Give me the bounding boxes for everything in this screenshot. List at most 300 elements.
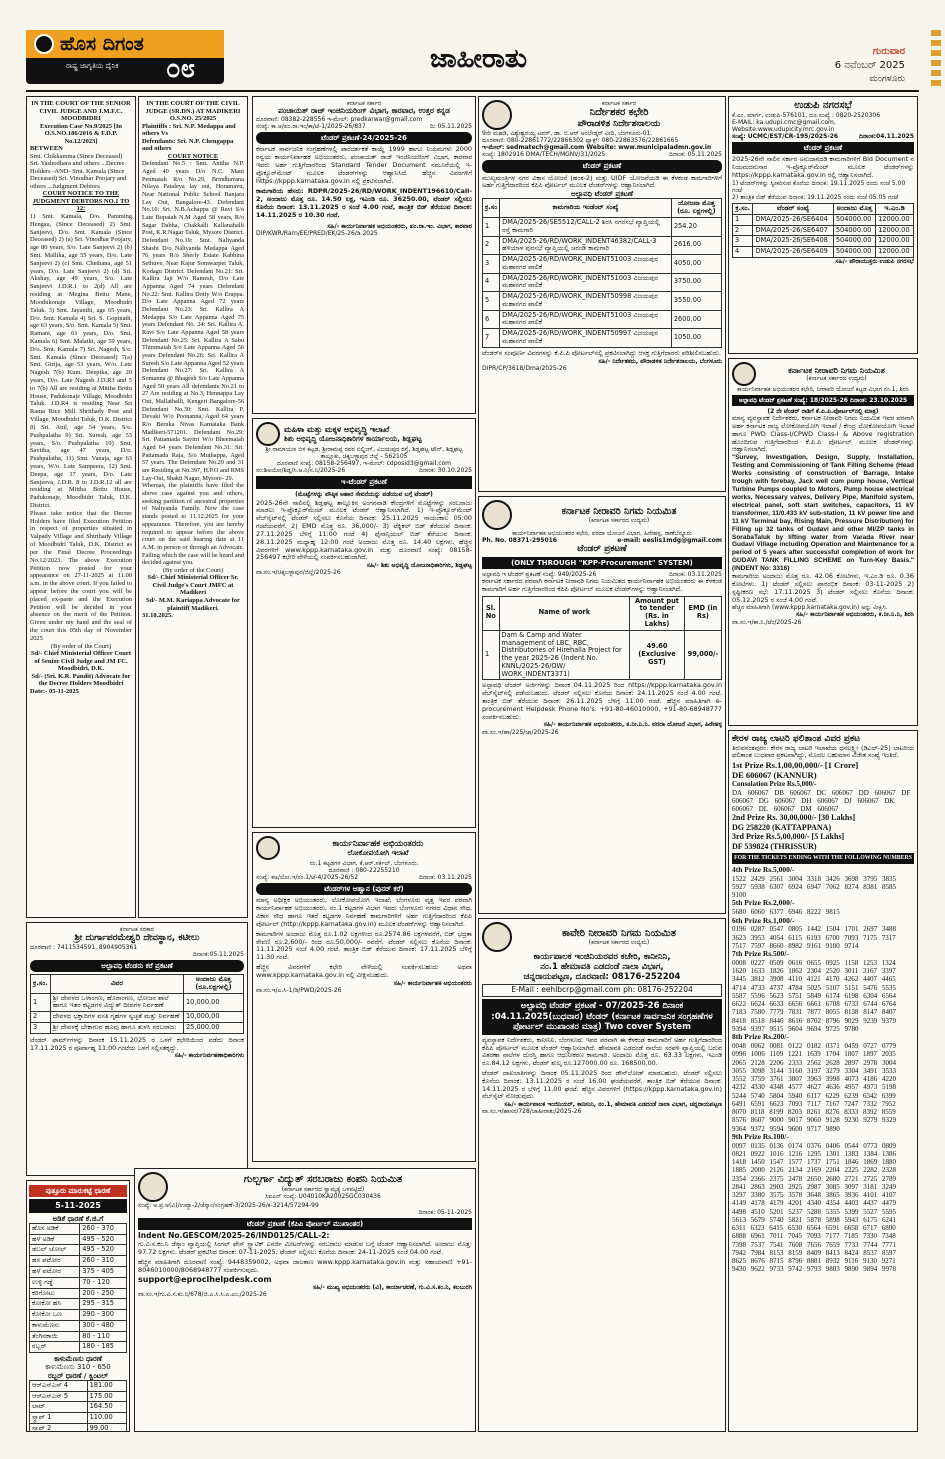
- temple-title: ಶ್ರೀ ದುರ್ಗಾಪರಮೇಶ್ವರಿ ದೇವಸ್ಥಾನ, ಕಟೀಲು: [74, 933, 200, 944]
- second-prize-number: DG 258220 (KATTAPPANA): [732, 822, 832, 832]
- table-row: [483, 255, 722, 274]
- table-cell: 504000.00: [833, 214, 875, 225]
- advocate-signature: Sd/- (Sri. K.R. Pandit) Advocate for the Decree Holders Moodbidri: [31, 672, 131, 688]
- notice-body: Whereas, the plaintiffs have filed the above case against you and others, seeking partition of ancestral properties of Naliyanda Family. Now the case stands posted to 11.12.2025 for your appearance. Therefore, you are hereby required to appear before the above court on the said hearing date at 11 A.M. in person or through an Advocate. Failing which the case will be heard and decided against you.: [142, 482, 244, 567]
- temple-phone: ದೂರವಾಣಿ : 7411534591, 8904905361: [30, 943, 138, 951]
- prize-numbers: 0008 0227 0509 0616 0655 0925 1158 1253 1324 1620 1633 1826 1862 2304 2520 3011 3167 3397 3445 3812 3908 4110 4121 4170 4262 4407 4465 4714 4733 4737 4784 5025 5107 5151 5476 5535 5587 5596 5623 5751 5849 6174 6198 6304 6564 6622 6624 6633 6656 6661 6708 6733 6744 6764 7183 7580 7779 7831 7877 8055 8138 8147 8407 8418 8518 8446 8616 8702 8796 9029 9239 9379 9394 9397 9515 9604 9694 9725 9780: [732, 958, 896, 1033]
- signature: ಸಹಿ/- ಕಾರ್ಯಪಾಲಕ ಇಂಜಿನಿಯರ್, ಕಾನೀನಿನಿ, ನಂ.1, ಹೇಮಾವತಿ ಎಡದಂಡೆ ನಾಲಾ ವಿಭಾಗ, ಚನ್ನರಾಯಪಟ್ಟಣ: [504, 1101, 722, 1109]
- signature: ಸಹಿ/- ನಿರ್ದೇಶಕರು, ಪೌರಾಡಳಿತ ನಿರ್ದೇಶನಾಲಯ, ಬೆಂಗಳೂರು: [598, 357, 722, 365]
- page-edge-tabs: [931, 30, 941, 90]
- table-cell: 12000.00: [876, 236, 914, 247]
- consolation-numbers: DA 606067 DB 606067 DC 606067 DD 606067 DF 606067 DG 606067 DH 606067 DJ 606067 DK 606067 DL 606067 DM 606067: [732, 788, 911, 814]
- table-cell: 300 - 480: [80, 1320, 127, 1331]
- signature: ಸಹಿ/- ಕಾರ್ಯನಿರ್ವಾಹಕ ಅಭಿಯಂತರರು, ಕ.ನೀ.ನಿ.ನಿ. ವರದಾ ಯೋಜನೆ ವಿಭಾಗ, ಹಿರೇಹಳ್ಳ: [543, 721, 722, 729]
- govt-head: ಕರ್ನಾಟಕ ಸರ್ಕಾರ: [346, 100, 382, 107]
- office-ref: ಸಂ:ಶಿಅಯೋ/ಶಿಡ್ಲ/ಸಿ.ಆ.ನಿ/ಸ.ನಿ/2025-26 ದಿನಾಂಕ: 30.10.2025: [256, 467, 472, 475]
- company-sub: (ಕರ್ನಾಟಕ ಸರ್ಕಾರದ ಉದ್ಯಮ): [588, 939, 650, 947]
- tender-website: ಹೆಚ್ಚಿನ ಮಾಹಿತಿಗಾಗಿ (www.kppp.karnataka.gov.in) ಅನ್ನು ವೀಕ್ಷಿಸಿ.: [732, 604, 888, 612]
- table-cell: 4050.00: [671, 255, 721, 274]
- tender-title: ಟೆಂಡರ್ ಪ್ರಕಟಣೆ: [732, 142, 914, 154]
- tender-title: ಟೆಂಡರ್ ಪ್ರಕಟಣೆ: [577, 544, 627, 555]
- officer-signature: Sd/- Chief Ministerial Officer Court of Senior Civil Judge and JM FC. Moodbidri, D.K.: [31, 650, 131, 673]
- table-cell: 254.20: [671, 217, 721, 236]
- table-cell: 80 - 110: [80, 1331, 127, 1342]
- office-title: ಕಾರ್ಯನಿರ್ವಾಹಕ ಅಭಿಯಂತರರು: [332, 838, 424, 849]
- office-ref: ಸಂಖ್ಯೆ: ಕಅ/ಲೋ.ಇ/ನಂ.1/ಟೆ-4/2025-26/52 ದಿನಾಂಕ: 03.11.2025: [256, 874, 472, 882]
- notice-body: Please take notice that the Decree Holders have filed Execution Petition in respect of properties situated in Valpady Village and Shirthady Village of Moodbidri Taluk, D.K. District as per the Final Decree Proceedings No.12/2023. The above Execution Petition now posted for your appearance on 27-11-2025 at 11.00 a.m. in the above court. If you failed to appear before the court you will be placed ex-parte and the Execution Petition will be decided in your absence on the merit of the Petition. Given under my hand and the seal of the court this 05th day of November 2025: [30, 509, 132, 642]
- officer-signature: Sd/- Chief Ministerial Officer Sr. Civil Judge's Court JMFC at Madikeri: [147, 574, 239, 597]
- table-cell: DMA/2025-26/SE6409: [753, 247, 833, 258]
- office-ref: ಸಂಖ್ಯೆ: 1802916 DMA/TECH/MGNV/31/2025 ದಿನಾಂಕ: 05.11.2025: [482, 151, 722, 159]
- prize-label: 7th Prize Rs.500/-: [732, 949, 789, 959]
- table-cell: ಡಬಲ್ ಚೋಲ್: [30, 1245, 80, 1256]
- kerala-lottery-results: [728, 730, 918, 1432]
- table-cell: 260 - 370: [80, 1223, 127, 1234]
- rates-table: [29, 1223, 127, 1353]
- company-cin: ಸಿಐಎನ್ ಸಂಖ್ಯೆ: U04010KA2002SGC030436: [265, 1192, 381, 1200]
- table-cell: ಲಾಟ್: [30, 1402, 88, 1413]
- office-title: ಶಿಶು ಅಭಿವೃದ್ಧಿ ಯೋಜನಾಧಿಕಾರಿಗಳ ಕಾರ್ಯಾಲಯ, ಶಿಡ್ಲಘಟ್ಟ: [284, 434, 422, 443]
- table-cell: DMA/2025-26/RD/WORK_INDENT46382/CALL-3 ಹಳಿಯಾಳ ಪುರಸಭೆ ವ್ಯಾಪ್ತಿಯಲ್ಲಿ ಚರಂಡಿ ಕಾಮಗಾರಿ: [500, 236, 672, 255]
- table-cell: ಸ್ಕ್ರಾಪ್ 2: [30, 1423, 88, 1432]
- tender-title: ಟೆಂಡರ್ ಪ್ರಕಟಣೆ: [482, 160, 722, 172]
- table-cell: 1: [483, 217, 500, 236]
- issue-date: 6 ನವೆಂಬರ್ 2025: [834, 60, 905, 71]
- indent-number: Indent No.GESCOM/2025-26/IND0125/CALL-2:: [138, 1231, 330, 1241]
- govt-emblem-icon: [256, 836, 280, 860]
- office-address: 9ನೇ ಮಹಡಿ, ವಿಶ್ವೇಶ್ವರಯ್ಯ ಟವರ್, ಡಾ. ಬಿ.ಆರ್ ಅಂಬೇಡ್ಕರ್ ವೀದಿ, ಬೆಂಗಳೂರು-01.: [482, 130, 653, 137]
- brand-logo: [26, 30, 224, 84]
- page-number: ೦೮: [166, 54, 196, 84]
- prize-label: 5th Prize Rs.2,000/-: [732, 898, 795, 908]
- signature: ಸಹಿ/- ಕಾರ್ಯನಿರ್ವಾಹಕ ಅಭಿಯಂತರರು, ಕ.ನೀ.ನಿ.ನಿ, ಶಿರಸಿ: [796, 611, 914, 619]
- table-cell: 1: [733, 214, 753, 225]
- signature: ಸಹಿ/- ಮುಖ್ಯ ಅಭಿಯಂತರರು (ವಿ), ಕಾರ್ಯಾಚರಣೆ, ಗು.ವಿ.ಸ.ಕಂ.ನಿ, ಕಲಬುರಗಿ: [312, 1283, 472, 1291]
- udupi-cmc-tender: [728, 96, 918, 354]
- pepper-subtitle: ಕಾಳುಮೆಣಸು ಧಾರಣೆ: [54, 1355, 102, 1364]
- dip-ref: ವಾ.ಸಂ.ಇ/ಗು.ವಿ.ಸ.ಕಂ.ನಿ/678/ಜಿ.ಎ.ಸಿ.ಸಿ.ಎ.ಎಂ./2025-26: [138, 1291, 267, 1299]
- table-row: [483, 329, 722, 348]
- weekday: ಗುರುವಾರ: [872, 46, 905, 57]
- table-row: [30, 1223, 127, 1234]
- table-cell: 3: [733, 236, 753, 247]
- office-title: ನಿರ್ದೇಶಕರ ಕಛೇರಿ: [589, 107, 649, 119]
- table-cell: ಹಳೆ ಪಟೋರ: [30, 1267, 80, 1278]
- office-address-3: ಚನ್ನರಾಯಪಟ್ಟಣ, ದೂರವಾಣಿ: 08176-252204: [523, 972, 681, 983]
- tender-title: ಇ-ಟೆಂಡರ್ ಪ್ರಕಟಣೆ: [256, 476, 472, 488]
- prize-numbers: 5680 6060 6377 6946 8222 9815: [732, 908, 840, 917]
- temple-signature: ಸಹಿ/- ಕಾರ್ಯನಿರ್ವಹಣಾಧಿಕಾರಿಗಳು: [174, 1052, 244, 1060]
- office-address-2: ನಂ.1 ಹೇಮಾವತಿ ಎಡದಂಡೆ ನಾಲಾ ವಿಭಾಗ,: [540, 962, 664, 973]
- wcd-sidlaghatta-tender: [252, 418, 476, 828]
- table-cell: 175.00: [87, 1391, 126, 1402]
- brand-emblem-icon: [34, 34, 54, 54]
- prize-numbers: 1522 2429 2561 3004 3318 3426 3698 3795 3835 5927 5938 6307 6924 6947 7062 8274 8381 8585 9100: [732, 874, 896, 900]
- table-cell: 375 - 405: [80, 1267, 127, 1278]
- table-row: [30, 1413, 127, 1424]
- tender-body: ಕರ್ನಾಟಕ ಸರ್ಕಾರದ ಪರವಾಗಿ ಕರ್ನಾಟಕ ನೀರಾವರಿ ನಿಗಮ ನಿಯಮಿತದ ಕಾರ್ಯನಿರ್ವಾಹಕ ಅಭಿಯಂತರರು ಈ ಕೆಳಕಂಡ ಕಾಮಗಾರಿಗೆ ಅರ್ಹ ಗುತ್ತಿಗೆದಾರರಿಂದ ಕೆಪಿಪಿ ಪೋರ್ಟಲ್ ಮೂಲಕ ಟೆಂಡರ್‌ಗಳನ್ನು ಆಹ್ವಾನಿಸಲಾಗಿದೆ.: [482, 577, 722, 593]
- tender-more: ಹೆಚ್ಚಿನ ವಿವರಗಳಿಗೆ ಕಛೇರಿ ವೇಳೆಯಲ್ಲಿ ಸಂಪರ್ಕಿಸಬಹುದು ಅಥವಾ www.kppp.karnataka.gov.in ನಲ್ಲಿ ವೀಕ್ಷಿಸಬಹುದು.: [256, 962, 472, 979]
- defendants: Defendants: Sri. N.P. Chengappa and others: [142, 137, 234, 153]
- dip-ref: ವಾ.ಸಂ.ಇ/ಎ.ಸಿ-1/ಡಿ/PWD/2025-26: [256, 986, 342, 994]
- temple-notice-title: ಅಲ್ಪಾವಧಿ ಟೆಂಡರು ಕರೆ ಪ್ರಕಟಣೆ: [30, 960, 244, 972]
- table-row: [30, 1320, 127, 1331]
- tender-body: 2025-26ನೇ ಸಾಲಿನ ಸರ್ಕಾರ ಅನುದಾನದಡಿ ಕಾಮಗಾರಿಗಳಿಗೆ Bid Document ನ ನಿಯಮದನುಸಾರ ಇ-ಪ್ರೊಕ್ಯೂರ್‌ಮೆಂಟ್ ಮೂಲಕ ಟೆಂಡರ್‌ಗಳನ್ನು https://kppp.karnataka.gov.in ರಲ್ಲಿ ಆಹ್ವಾನಿಸಲಾಗಿದೆ.: [732, 155, 914, 179]
- table-cell: 3550.00: [671, 292, 721, 311]
- tender-title: ಟೆಂಡರ್ ಪ್ರಕಟಣೆ-24/2025-26: [256, 132, 472, 144]
- rates-date: 5-11-2025: [29, 1199, 127, 1212]
- table-cell: 504000.00: [833, 236, 875, 247]
- table-cell: 2: [733, 225, 753, 236]
- rubber-table: [29, 1380, 127, 1432]
- table-row: [733, 225, 914, 236]
- table-row: [30, 1380, 127, 1391]
- table-row: [30, 1331, 127, 1342]
- dip-ref: DIP/KWR/Rarn/EE/PRED/EK/25-26/ಡಿ 2025: [256, 229, 378, 237]
- parties: Smt. Chikkamma (Since Deceased) Sri. Yashodhara and others ...Decree Holders -AND- Smt. Kamala (Since Deceased) Sri. Vinodhar Poojary and others ...Judgment Debtors: [30, 152, 127, 190]
- office-email: E-Mail : eehlbcrp@gmail.com ph: 08176-252204: [482, 984, 722, 997]
- table-row: [30, 1234, 127, 1245]
- table-cell: 2: [483, 236, 500, 255]
- office-contact: ದೂರವಾಣಿ ಸಂಖ್ಯೆ: 08158-256497, ಇ-ಮೇಲ್: cdposid3@gmail.com: [276, 460, 452, 468]
- table-cell: ಹಳೆ ಅಡಿಕೆ: [30, 1234, 80, 1245]
- dept-title: ಮಹಿಳಾ ಮತ್ತು ಮಕ್ಕಳ ಅಭಿವೃದ್ಧಿ ಇಲಾಖೆ: [284, 425, 390, 435]
- advocate-signature: Sd/- M.M. Kariappa Advocate for plaintiff Madikeri.: [146, 596, 240, 612]
- first-prize-label: 1st Prize Rs.1,00,00,000/- [1 Crore]: [732, 760, 859, 771]
- table-title: ಅಲ್ಪಾವಧಿ ಟೆಂಡರ್ ಪ್ರಕಟಣೆ: [570, 190, 634, 199]
- table-row: [483, 236, 722, 255]
- table-row: [483, 273, 722, 292]
- signature: ಸಹಿ/- ಪೌರಾಯುಕ್ತರು ಉಡುಪಿ ನಗರಸಭೆ: [835, 257, 914, 265]
- company-title: ಕರ್ನಾಟಕ ನೀರಾವರಿ ನಿಗಮ ನಿಯಮಿತ: [561, 505, 677, 517]
- company-sub: (ಕರ್ನಾಟಕ ಸರ್ಕಾರದ ಉದ್ಯಮ): [806, 375, 867, 383]
- order-line: (By order of the Court): [162, 566, 224, 574]
- order-line: (By order of the Court): [50, 642, 112, 650]
- rubber-subtitle: ರಬ್ಬರ್ ಧಾರಣೆ / ಕ್ವಿಂಟಲ್: [48, 1371, 108, 1380]
- table-cell: 200 - 250: [80, 1288, 127, 1299]
- cnnl-tender-table: Sl. No Name of work Amount put to tender (Rs. in Lakhs) EMD (in Rs) 1 Dam & Camp and Water management of LBC, RBC, Distributories of Hirehalla Project for the year 2025-26 (Indent No. KNNL/2025-26/OW/ WORK_INDENT3371) 49.60 (Exclusive GST) 99,000/-: [482, 596, 722, 681]
- court-name: IN THE COURT OF THE SENIOR CIVIL JUDGE AND J.M.F.C. MOODBIDRI: [31, 100, 131, 123]
- dip-ref: ವಾ.ಸಂ.ಇ/ಚಿಕ್ಕಬಳ್ಳಾಪುರ/ಜಿಲ್ಲೆ/2025-26: [256, 569, 341, 577]
- rates-subtitle: ಅಡಿಕೆ ಧಾರಣೆ ಕೆ.ಜಿ.ಗೆ: [52, 1214, 104, 1223]
- table-cell: ಆರ್‌ಎಸ್ಎಸ್ 5: [30, 1391, 88, 1402]
- office-contact: Ph. No. 08371-295016 e-mail: eeslis1mdg@gmail.com: [482, 537, 722, 545]
- kaveri-logo-icon: [482, 922, 512, 952]
- office-title: ಪಂಚಾಯತ್ ರಾಜ್ ಇಂಜಿನಿಯರಿಂಗ್ ವಿಭಾಗ, ಕಾರವಾರ, ಉತ್ತರ ಕನ್ನಡ: [278, 106, 450, 116]
- tender-title: ಅಲ್ಪಾವಧಿ ಟೆಂಡರ್ ಪ್ರಕಟಣೆ - 07/2025-26 ದಿನಾಂಕ :04.11.2025(ಬುಧವಾರ) ಟೆಂಡರ್ (ಕರ್ನಾಟಕ ಸಾರ್ವಜನಿಕ ಸಂಗ್ರಹಣೆಗಳ ಪೋರ್ಟಲ್ ಮುಖಾಂತರ ಮಾತ್ರ) Two cover System: [482, 999, 722, 1035]
- tender-details: ಕಾಮಗಾರಿಗಳ ಅಂದಾಜು ಮೊತ್ತ ರೂ.1.02 ಲಕ್ಷಗಳಿಂದ ರೂ.2574.86 ಲಕ್ಷಗಳವರೆಗೆ, ಬಿಡ್ ಭದ್ರತಾ ಠೇವಣಿ ರೂ.2,600/- ರಿಂದ ರೂ.50,000/- ರವರೆಗೆ. ಟೆಂಡರ್ ಸಲ್ಲಿಸಲು ಕೊನೆಯ ದಿನಾಂಕ: 11.11.2025 ಸಂಜೆ 4.00 ಗಂಟೆ. ತಾಂತ್ರಿಕ ಬಿಡ್ ತೆರೆಯುವ ದಿನಾಂಕ: 17.11.2025 ಬೆಳಿಗ್ಗೆ 11.30 ಗಂಟೆ.: [256, 929, 472, 962]
- temple-note: ಟೆಂಡರ್ ಫಾರ್ಮ್‌ಗಳನ್ನು ದಿನಾಂಕ 15.11.2025 ರ ಒಳಗೆ ಕಛೇರಿಯಿಂದ ಪಡೆದು ದಿನಾಂಕ 17.11.2025 ರ ಪೂರ್ವಾಹ್ನ 11.00 ಗಂಟೆಯ ಒಳಗೆ ಸಲ್ಲಿಸತಕ್ಕದ್ದು.: [30, 1035, 244, 1052]
- office-email: ಇ-ಮೇಲ್: sedmatech@gmail.com Website: www.municipaladmn.gov.in: [482, 144, 712, 152]
- table-cell: 7: [483, 329, 500, 348]
- table-cell: 1050.00: [671, 329, 721, 348]
- office-address: ಕಾರ್ಯನಿರ್ವಾಹಕ ಅಭಿಯಂತರರ ಕಛೇರಿ, ನೀರಾವರಿ ಯೋಜನೆ ಕಟ್ಟಡ ವಿಭಾಗ ನಂ.1, ಶಿರಸಿ: [737, 386, 909, 393]
- tender-note: ಟೆಂಡರ್‌ನ ಸಂಪೂರ್ಣ ವಿವರಗಳನ್ನು ಕೆ.ಪಿ.ಪಿ ಪೋರ್ಟಲ್‌ನಲ್ಲಿ ಪ್ರಕಟಿಸಲಾಗಿದ್ದು ಆಸಕ್ತ ಗುತ್ತಿಗೆದಾರರು ಪರಿಶೀಲಿಸಬಹುದು.: [482, 348, 722, 357]
- table-cell: 495 - 520: [80, 1234, 127, 1245]
- table-cell: DMA/2025-26/RD/WORK_INDENT50998 ವಿಜಯಪುರ ಮಹಾನಗರ ಪಾಲಿಕೆ: [500, 292, 672, 311]
- table-row: [30, 1299, 127, 1310]
- table-cell: ರಬ್ಬರ್: [30, 1342, 80, 1353]
- brand-name: ಹೊಸ ದಿಗಂತ: [60, 33, 144, 55]
- tender-details: ಅಲ್ಪಾವಧಿ ಟೆಂಡರ್ ಅರ್ಜಿಗಳನ್ನು ದಿನಾಂಕ 04.11.2025 ರಿಂದ https://kppp.karnataka.gov.in ವೆಬ್‌ಸೈಟ್‌ನಲ್ಲಿ ಪಡೆಯಬಹುದು. ಟೆಂಡರ್ ಸಲ್ಲಿಸಲು ಕೊನೆಯ ದಿನಾಂಕ: 24.11.2025 ಸಂಜೆ 4.00 ಗಂಟೆ. ತಾಂತ್ರಿಕ ಬಿಡ್ ತೆರೆಯುವ ದಿನಾಂಕ: 26.11.2025 ಬೆಳಿಗ್ಗೆ 11.00 ಗಂಟೆ. ಹೆಚ್ಚಿನ ಮಾಹಿತಿಗಾಗಿ e-procurement Helpdesk Phone No's: +91-80-46010000, +91-80-68948777 ಸಂಪರ್ಕಿಸಬಹುದು.: [482, 681, 722, 721]
- tender-subtitle: (ಮೊಟ್ಟೆಗಳನ್ನು ಪೌಷ್ಠಿಕ ಆಹಾರ ಸೇವನೆಯನ್ನು ಪಡೆಯುವ ಬಗ್ಗೆ ಟೆಂಡರ್): [295, 490, 433, 498]
- tender-subtitle: (2 ನೇ ಟೆಂಡರ್ ರಾಶಿಗೆ ಕೆ.ಪಿ.ಪಿ.ಪೋರ್ಟಲ್‌ನಲ್ಲಿ ಮಾತ್ರ): [767, 408, 879, 416]
- prize-list: [732, 866, 914, 1274]
- table-row: [30, 1267, 127, 1278]
- company-sub: (ಕರ್ನಾಟಕ ಸರ್ಕಾರದ ಸ್ವಾಮ್ಯಕ್ಕೆ ಒಳಪಟ್ಟಿದೆ): [281, 1185, 365, 1193]
- case-number: Execution Case No.9/2025 [In O.S.NO.186/2016 & F.D.P. No.12/2023]: [40, 122, 122, 145]
- case-number: O.S.NO. 25/2025: [169, 115, 217, 123]
- prize-numbers: 0048 0062 0081 0122 0182 0371 0459 0727 0779 0996 1006 1109 1221 1639 1704 1807 1897 2035 2065 2128 2206 2333 2562 2628 2897 2978 3004 3055 3098 3144 3160 3197 3279 3304 3491 3533 3552 3759 3761 3807 3963 3998 4073 4186 4220 4232 4330 4348 4577 4627 4636 4957 4973 5198 5244 5740 5804 5940 6117 6229 6239 6342 6399 6491 6591 6623 7093 7117 7167 7247 7332 7952 8070 8118 8199 8203 8261 8276 8333 8392 8559 8576 8607 9000 9017 9060 9128 9230 9279 9329 9364 9372 9594 9600 9717 9890: [732, 1042, 896, 1133]
- tender-title: ಅಲ್ಪಾವಧಿ ಟೆಂಡರ್ ಪ್ರಕಟಣೆ ಸಂಖ್ಯೆ: 18/2025-26 ದಿನಾಂಕ: 23.10.2025: [732, 395, 914, 406]
- consolation-label: Consolation Prize Rs.5,000/-: [732, 780, 817, 789]
- table-row: [733, 236, 914, 247]
- table-cell: 3750.00: [671, 273, 721, 292]
- dip-ref: ವಾ.ಸಂ.ಇ/ಕಾ.ನಿ./ಟೆಂ/2025-26: [732, 618, 802, 626]
- support-email: support@eproclhelpdesk.com: [138, 1274, 272, 1284]
- brand-subtitle: ರಾಷ್ಟ್ರ ಜಾಗೃತಿಯ ದೈನಿಕ: [66, 62, 119, 70]
- temple-govt-head: ಕರ್ನಾಟಕ ಸರಕಾರ: [119, 926, 155, 933]
- table-row: [30, 1342, 127, 1353]
- office-title: ಉಡುಪಿ ನಗರಸಭೆ: [794, 100, 852, 111]
- signature: ಸಹಿ/- ಕಾರ್ಯನಿರ್ವಾಹಕ ಅಭಿಯಂತರರು: [393, 979, 472, 987]
- karwar-pred-tender: [252, 96, 476, 414]
- municipal-tender-table: ಕ್ರ.ಸಂ ಕಾಮಗಾರಿಯ ಇಂಡೆಂಟ್ ಸಂಖ್ಯೆ ಯೋಜನಾ ಮೊತ್ತ (ರೂ. ಲಕ್ಷಗಳಲ್ಲಿ) 1 DMA/2025-26/SE5512/CALL-2 ಶಿರಸಿ ನಗರಸಭೆ ವ್ಯಾಪ್ತಿಯಲ್ಲಿ ರಸ್ತೆ ಕಾಮಗಾರಿ 254.20 2 DMA/2025-26/RD/WORK_INDENT46382/CALL-3 ಹಳಿಯಾಳ ಪುರಸಭೆ ವ್ಯಾಪ್ತಿಯಲ್ಲಿ ಚರಂಡಿ ಕಾಮಗಾರಿ 2616.00 3 DMA/2025-26/RD/WORK_INDENT51003 ವಿಜಯಪುರ ಮಹಾನಗರ ಪಾಲಿಕೆ 4050.00 4 DMA/2025-26/RD/WORK_INDENT51003 ವಿಜಯಪುರ ಮಹಾನಗರ ಪಾಲಿಕೆ 3750.00 5 DMA/2025-26/RD/WORK_INDENT50998 ವಿಜಯಪುರ ಮಹಾನಗರ ಪಾಲಿಕೆ 3550.00 6 DMA/2025-26/RD/WORK_INDENT51003 ವಿಜಯಪುರ ಮಹಾನಗರ ಪಾಲಿಕೆ 2600.00 7 DMA/2025-26/RD/WORK_INDENT50997 ವಿಜಯಪುರ ಮಹಾನಗರ ಪಾಲಿಕೆ 1050.00: [482, 198, 722, 347]
- udupi-tender-table: ಕ್ರ.ಸಂ. ಟೆಂಡರ್ ಸಂಖ್ಯೆ ಅಂದಾಜು ಮೊತ್ತ ಇ.ಎಂ.ಡಿ 1 DMA/2025-26/SE6404 504000.00 12000.00 2 DMA/2025-26/SE6407 504000.00 12000.00 3 DMA/2025-26/SE6408 504000.00 12000.00 4 DMA/2025-26/SE6409 504000.00 12000.00: [732, 203, 914, 258]
- gescom-tender: [134, 1168, 476, 1432]
- prize-numbers: 0196 0287 0547 0805 1442 1504 1701 2697 3488 3623 3953 4054 6115 6193 6700 7093 7175 7317 7517 7597 8660 8982 9161 9180 9714: [732, 925, 896, 950]
- table-cell: DMA/2025-26/RD/WORK_INDENT51003 ವಿಜಯಪುರ ಮಹಾನಗರ ಪಾಲಿಕೆ: [500, 310, 672, 329]
- table-row: [30, 1391, 127, 1402]
- table-row: [30, 1288, 127, 1299]
- table-cell: 70 - 120: [80, 1277, 127, 1288]
- kaveri-tender: [478, 918, 726, 1432]
- dip-ref: ವಾ.ಸಂ.ಇ/ಹಾ/225/ಜಾ/2025-26: [482, 728, 559, 736]
- kateel-temple-tender: [26, 922, 248, 1176]
- table-row: 2 ದೇವಳದ ಭಕ್ತಾದಿಗಳ ವಸತಿ ಗೃಹಗಳ ಸ್ವಚ್ಛತೆ ಮತ್ತು ನಿರ್ವಹಣೆ 10,000.00: [31, 1012, 244, 1023]
- tender-body: ವ್ಯವಸ್ಥಾಪಕ ನಿರ್ದೇಶಕರು, ಕಾನೀನಿನಿ, ಬೆಂಗಳೂರು ಇವರ ಪರವಾಗಿ ಈ ಕೆಳಕಂಡ ಕಾಮಗಾರಿಗೆ ಅರ್ಹ ಗುತ್ತಿಗೆದಾರರಿಂದ ಕೆಪಿಪಿ ಪೋರ್ಟಲ್ ಮೂಲಕ ಟೆಂಡರ್ ಆಹ್ವಾನಿಸಲಾಗಿದೆ. ಹೇಮಾವತಿ ಎಡದಂಡೆ ನಾಲೆಯ ಸರಪಳಿ ವ್ಯಾಪ್ತಿಯಲ್ಲಿ ಬರುವ ವಿತರಣಾ ನಾಲೆಗಳ ದುರಸ್ತಿ ಹಾಗೂ ಆಧುನೀಕರಣ ಕಾಮಗಾರಿ. ಅಂದಾಜು ಮೊತ್ತ ರೂ. 63.33 ಲಕ್ಷಗಳು, ಇಎಂಡಿ ರೂ.84.12 ಲಕ್ಷಗಳು, ಟೆಂಡರ್ ಶುಲ್ಕ ರೂ.127000.00 ರೂ. 168500.00.: [482, 1035, 722, 1068]
- tender-body: ಮುಖ್ಯಮಂತ್ರಿಗಳ ನಗರ ವಿಕಾಸ ಯೋಜನೆ (ಹಂತ-2) ಮತ್ತು UIDF ಯೋಜನೆಯಡಿ ಈ ಕೆಳಕಂಡ ಕಾಮಗಾರಿಗಳಿಗೆ ಅರ್ಹ ಗುತ್ತಿಗೆದಾರರಿಂದ ಕೆಪಿಪಿ ಪೋರ್ಟಲ್ ಮೂಲಕ ಟೆಂಡರ್‌ಗಳನ್ನು ಆಹ್ವಾನಿಸಲಾಗಿದೆ.: [482, 173, 722, 190]
- table-cell: 3: [483, 255, 500, 274]
- prize-label: 8th Prize Rs.200/-: [732, 1032, 789, 1042]
- prize-numbers: 0097 0135 0136 0174 0376 0406 0544 0773 0809 0821 0922 1016 1216 1295 1301 1383 1384 1386 1418 1450 1547 1577 1737 1751 1846 1869 1880 1885 2000 2126 2134 2169 2204 2225 2282 2328 2354 2366 2375 2478 2650 2680 2721 2725 2789 2841 2863 2903 2925 2987 3085 3097 3181 3249 3297 3380 3575 3578 3648 3865 3936 4101 4107 4149 4178 4179 4201 4340 4354 4403 4437 4479 4498 4510 5201 5237 5288 5355 5399 5527 5595 5613 5679 5740 5821 5878 5898 5943 6175 6241 6311 6323 6415 6530 6564 6591 6658 6717 6800 6888 6961 7011 7045 7093 7177 7185 7330 7348 7398 7537 7541 7608 7656 7659 7733 7744 7771 7942 7984 8153 8159 8409 8413 8424 8537 8597 8625 8676 8715 8796 8881 8932 9116 9130 9271 9430 9622 9733 9742 9793 9803 9890 9894 9978: [732, 1141, 896, 1274]
- notice-title: COURT NOTICE: [167, 152, 219, 160]
- table-cell: 4: [733, 247, 753, 258]
- table-row: 3 ಶ್ರೀ ದೇವಳಕ್ಕೆ ಬೇಕಾಗುವ ಹೂವು ಹಾಗೂ ತುಳಸಿ ಸರಬರಾಜು 25,000.00: [31, 1022, 244, 1033]
- signature: ಸಹಿ/- ಕಾರ್ಯನಿರ್ವಾಹಕ ಅಭಿಯಂತರರು, ಪಂ.ರಾ.ಇಂ. ವಿಭಾಗ, ಕಾರವಾರ: [327, 222, 472, 230]
- tender-body: 2025-26ನೇ ಸಾಲಿನಲ್ಲಿ ಶಿಡ್ಲಘಟ್ಟ ತಾಲ್ಲೂಕಿನ ಅಂಗನವಾಡಿ ಕೇಂದ್ರಗಳಿಗೆ ಮೊಟ್ಟೆಗಳನ್ನು ಸರಬರಾಜು ಮಾಡಲು ಇ-ಪ್ರೊಕ್ಯೂರ್‌ಮೆಂಟ್ ಮೂಲಕ ಟೆಂಡರ್ ಆಹ್ವಾನಿಸಲಾಗಿದೆ. 1) ಇ-ಪ್ರೊಕ್ಯೂರ್‌ಮೆಂಟ್ ವೆಬ್‌ಸೈಟ್‌ನಲ್ಲಿ ಟೆಂಡರ್ ಸಲ್ಲಿಸಲು ಕೊನೆಯ ದಿನಾಂಕ: 25.11.2025 ಸಾಯಂಕಾಲ 05:00 ಗಂಟೆಯವರೆಗೆ. 2) EMD ಮೊತ್ತ ರೂ. 36,000/- 3) ಟೆಕ್ನಿಕಲ್ ಬಿಡ್ ತೆರೆಯುವ ದಿನಾಂಕ: 27.11.2025 ಬೆಳಿಗ್ಗೆ 11:00 ಗಂಟೆ 4) ಫೈನಾನ್ಸಿಯಲ್ ಬಿಡ್ ತೆರೆಯುವ ದಿನಾಂಕ: 28.11.2025 ಮಧ್ಯಾಹ್ನ 12:00 ಗಂಟೆ ಅಂದಾಜು ಮೊತ್ತ ರೂ. 14.40 ಲಕ್ಷಗಳು. ಹೆಚ್ಚಿನ ವಿವರಗಳಿಗೆ www.kppp.karnataka.gov.in ಮತ್ತು ದೂರವಾಣಿ ಸಂಖ್ಯೆ: 08158-256497 ಕಛೇರಿ ವೇಳೆಯಲ್ಲಿ ಸಂಪರ್ಕಿಸಬಹುದಾಗಿದೆ.: [256, 498, 472, 562]
- office-contact: ದೂರವಾಣಿ: 08382-228556 ಇ-ಮೇಲ್: predkarwar@gmail.com: [256, 115, 423, 123]
- pwd-bengaluru-tender: [252, 832, 476, 1162]
- notice-date: 31.10.2025.: [142, 612, 173, 620]
- table-row: 1 Dam & Camp and Water management of LBC, RBC, Distributories of Hirehalla Project for the year 2025-26 (Indent No. KNNL/2025-26/OW/ WORK_INDENT3371) 49.60 (Exclusive GST) 99,000/-: [483, 630, 722, 680]
- table-cell: ಆರ್‌ಎಸ್ಎಸ್ 4: [30, 1380, 88, 1391]
- table-cell: ಹೊಸ ಅಡಿಕೆ: [30, 1223, 80, 1234]
- defendants-list: Defendant No.5 : Smt. Anitha N.P. Aged 40 years D/o N.C. Mani Penmaiah R/o No.29, Brindhavana Nilaya Pataleya lay out, Horamavu, Near National Public School Banjara Lay Out, Bangalore-43. Defendant No.16: Sri. N.B.Achappa @ Ravi S/o Late Bopaiah N.M Aged 58 years, R/o Sagar Dabha, Chakkalli Kallanahalli Post, K.R.Nagar Taluk, Mysore District. Defendant No.19: Smt. Naliyanda Shashi D/o Naliyanda Medappa Aged 76 years R/o Sherly Estate Kabbina Sethuve, Near Kajur Somwarpet Taluk, Kodagu District. Defendant No.21: Sri. Kallira Jaji W/o Ramesh, D/o Late Appanna Aged 74 years Defendant No.22: Smt. Kallira Dotty W/o Erappa. D/o Late Appanna Aged 72 years Defendant No.23: Sri. Kallira A Medappa S/o Late Appanna Aged 75 years Defendant No. 24: Sri. Kallira A. Ravi S/o Late Appanna Aged 58 years Defendant No.25: Sri. Kallira A Sabu Thimmaiah S/o Late Appanna Aged 56 years Defendant No.26: Sri. Kallira A Suresh S/o Late Appanna Aged 52 years Defendant No.27: Sri. Kallira A Somanna @ Bhagesh S/o Late Appanna Aged 50 years All defendants No.21 to 27 Are residing at No.3, Hennappa Lay Out, Mallathalli, Kengeri Bangalore-56 Defendant No.30: Smt. Kallira P. Devaki W/o Poonanna, Aged 64 years R/o Beruka Nivas Karnataka Bank Madikeri-571201. Defendant No.29: Sri. Pattamada Savitri W/o Bheemaiah Aged 64 years Defendant No.31: Sri. Pattamada Raja, S/o Muthappa, Aged 57 years. The Defendant No.29 and 31 are Residing at No.397, H.P.O and RMS Lay-Out, Shakti Nagar, Mysore- 29.: [142, 160, 244, 482]
- office-address: ಕೆ.ಎಂ. ಮಾರ್ಗ, ಉಡುಪಿ-576101, ದೂ.ಸಂಖ್ಯೆ : 0820-2520306: [732, 111, 881, 119]
- table-cell: ತೆಂಗಿನಕಾಯಿ: [30, 1331, 80, 1342]
- govt-emblem-icon: [482, 100, 512, 130]
- plaintiffs: Plaintiffs : Sri. N.P. Medappa and others Vs: [142, 122, 236, 138]
- tender-body: ಮಾನ್ಯ ಅಧೀಕ್ಷಕ ಅಭಿಯಂತರರು, ಲೋಕೋಪಯೋಗಿ ಇಲಾಖೆ, ಬೆಂಗಳೂರು ವೃತ್ತ ಇವರ ಪರವಾಗಿ ಕಾರ್ಯನಿರ್ವಾಹಕ ಅಭಿಯಂತರರು, ನಂ.1 ಕಟ್ಟಡಗಳ ವಿಭಾಗ ಇವರು ಬೆಂಗಳೂರು ನಗರದ ವಿಧಾನ ಸೌಧ, ವಿಕಾಸ ಸೌಧ ಹಾಗೂ ಇತರೆ ಕಟ್ಟಡಗಳ ನಿರ್ವಹಣೆ ಕಾಮಗಾರಿಗಳಿಗೆ ಅರ್ಹ ಗುತ್ತಿಗೆದಾರರಿಂದ ಕೆಪಿಪಿ ಪೋರ್ಟಲ್ (http://kppp.karnataka.gov.in) ಮೂಲಕ ಟೆಂಡರ್‌ಗಳನ್ನು ಆಹ್ವಾನಿಸಲಾಗಿದೆ.: [256, 896, 472, 928]
- table-row: [733, 214, 914, 225]
- table-cell: 12000.00: [876, 225, 914, 236]
- table-cell: ಹಸ ಪಟೋರ: [30, 1256, 80, 1267]
- table-cell: 2600.00: [671, 310, 721, 329]
- madikeri-court-notice: [138, 96, 248, 918]
- table-row: [30, 1245, 127, 1256]
- table-row: [30, 1402, 127, 1413]
- tender-date-1: 1) ಟೆಂಡರ್‌ಗಳನ್ನು ಸ್ವೀಕರಿಸುವ ಕೊನೆಯ ದಿನಾಂಕ: 19.11.2025 ರಂದು ಸಂಜೆ 5.00 ಗಂಟೆ: [732, 179, 906, 194]
- puttur-market-rates: [26, 1180, 130, 1432]
- table-cell: ಕೋಕೋ ಒಣ: [30, 1310, 80, 1321]
- masthead-rule: [26, 90, 919, 92]
- tender-title: ಟೆಂಡರ್‌ಗಳ ಆಹ್ವಾನ (ಪುನರ್ ಕರೆ): [256, 883, 472, 895]
- table-cell: ಕೋಕೋ ಹಸಿ: [30, 1299, 80, 1310]
- knnl-logo-icon: [482, 500, 512, 530]
- tender-title: ಟೆಂಡರ್ ಪ್ರಕಟಣೆ (ಕೆಪಿಪಿ ಪೋರ್ಟಲ್ ಮುಖಾಂತರ): [138, 1218, 472, 1230]
- table-cell: 290 - 300: [80, 1310, 127, 1321]
- ending-note: FOR THE TICKETS ENDING WITH THE FOLLOWING NUMBERS: [732, 853, 914, 864]
- table-row: [30, 1277, 127, 1288]
- signature: ಸಹಿ/- ಶಿಶು ಅಭಿವೃದ್ಧಿ ಯೋಜನಾಧಿಕಾರಿಗಳು, ಶಿಡ್ಲಘಟ್ಟ: [366, 562, 472, 570]
- table-cell: DMA/2025-26/SE6408: [753, 236, 833, 247]
- company-title: ಕರ್ನಾಟಕ ನೀರಾವರಿ ನಿಗಮ ನಿಯಮಿತ: [788, 365, 885, 375]
- table-cell: 99.00: [87, 1423, 126, 1432]
- company-title: ಕಾವೇರಿ ನೀರಾವರಿ ನಿಗಮ ನಿಯಮಿತ: [561, 927, 677, 939]
- company-sub: (ಕರ್ನಾಟಕ ಸರ್ಕಾರದ ಉದ್ಯಮ): [588, 517, 650, 525]
- court-name: IN THE COURT OF THE CIVIL JUDGE (SR.DN.) AT MADIKERI: [145, 100, 241, 115]
- col-sl: ಕ್ರ.ಸಂ.: [31, 975, 51, 994]
- table-row: [483, 310, 722, 329]
- table-cell: 2616.00: [671, 236, 721, 255]
- company-title: ಗುಲ್ಬರ್ಗಾ ವಿದ್ಯುತ್ ಸರಬರಾಜು ಕಂಪನಿ ನಿಯಮಿತ: [243, 1174, 403, 1186]
- office-contact: ದೂರವಾಣಿ : 080-22255210: [328, 867, 400, 875]
- table-cell: 181.00: [87, 1380, 126, 1391]
- work-description: "Survey, Investigation, Design, Supply, Installation, Testing and Commissioning of Tank Filling Scheme (Head Works consisting of construction of Barrage, Intake trough with forebay, Jack well cum pump house, Vertical Turbine Pumps coupled to Motors, Pump house electrical works, Necessary valves, Delivery Pipe, Manifold system, electrical panel, soft start switches, capacitors, 11 kV transformer, 11/0.433 kV sub-station, 11 kV power line and 11 kV Terminal bay, Rising Main, Pressure Distribution) for Filling up 32 tanks of Gudavi and other MI/ZP tanks in SorabaTaluk by lifting water from Varada River near Gudavi Village including Operation and Maintenance for a period of 5 years after successful completion of work for GUDAVI TANK FILLING SCHEME on Turn-Key Basis." (INDENT No: 3316): [732, 454, 914, 573]
- office-email: E-MAIL: ka.udupi.cmc@gmail.com, Website:www.udupicity.mrc.gov.in: [732, 118, 836, 133]
- notice-date: Date:- 05-11-2025: [30, 687, 79, 695]
- knnl-logo-icon: [732, 362, 756, 386]
- table-row: [733, 247, 914, 258]
- table-row: [30, 1310, 127, 1321]
- first-prize-number: DE 606067 (KANNUR): [732, 770, 817, 781]
- table-cell: DMA/2025-26/RD/WORK_INDENT51003 ವಿಜಯಪುರ ಮಹಾನಗರ ಪಾಲಿಕೆ: [500, 255, 672, 274]
- table-cell: 504000.00: [833, 247, 875, 258]
- col-desc: ವಿವರ: [50, 975, 183, 994]
- tender-details: ಕಾಮಗಾರಿಯ ಅಂದಾಜು ಮೊತ್ತ ರೂ. 42.06 ಕೋಟಿಗಳು, ಇ.ಎಂ.ಡಿ ರೂ. 0.36 ಕೋಟಿಗಳು. 1) ಟೆಂಡರ್ ಸಲ್ಲಿಸಲು ಪ್ರಾರಂಭಿಕ ದಿನಾಂಕ: 03-11-2025 2) ಸ್ಪಷ್ಟೀಕರಣ ಸಭೆ: 17.11.2025 3) ಟೆಂಡರ್ ಸಲ್ಲಿಸಲು ಕೊನೆಯ ದಿನಾಂಕ: 05.12.2025 ರ ಸಂಜೆ 4.00 ಗಂಟೆ.: [732, 572, 914, 604]
- table-cell: 260 - 310: [80, 1256, 127, 1267]
- table-cell: ಕರಿಗೋಟು: [30, 1288, 80, 1299]
- temple-date: ದಿನಾಂಕ:05.11.2025: [192, 950, 244, 958]
- office-phone: ದೂರವಾಣಿ: 080-22861772/22866302 ಫ್ಯಾಕ್ಸ್: 080-22863576/22861665: [482, 137, 679, 145]
- table-cell: ಸ್ಕ್ರಾಪ್ 1: [30, 1413, 88, 1424]
- office-ref: ಸಂಖ್ಯೆ: ಕಾ.ಅ/ಪಂ.ರಾ.ಇಂ/ಕಾ/ಟೆ-1/2025-26/837 ದಿ: 05.11.2025: [256, 123, 472, 130]
- third-prize-number: DF 539824 (THRISSUR): [732, 841, 817, 851]
- tender-date-2: 2) ತಾಂತ್ರಿಕ ಬಿಡ್ ತೆರೆಯುವ ದಿನಾಂಕ: 19.11.2025 ರಂದು ಸಂಜೆ 05.05 ಗಂಟೆ: [732, 193, 899, 201]
- tender-details: ಟೆಂಡರ್ ದಾಖಲಾತಿಗಳನ್ನು ದಿನಾಂಕ 05.11.2025 ರಿಂದ ಡೌನ್‌ಲೋಡ್ ಮಾಡಬಹುದು. ಟೆಂಡರ್ ಸಲ್ಲಿಸಲು ಕೊನೆಯ ದಿನಾಂಕ: 13.11.2025 ರ ಸಂಜೆ 16.00 ಘಂಟೆಯವರೆಗೆ. ತಾಂತ್ರಿಕ ಬಿಡ್ ತೆರೆಯುವ ದಿನಾಂಕ: 14.11.2025 ರ ಬೆಳಿಗ್ಗೆ 11.00 ಘಂಟೆ. ಹೆಚ್ಚಿನ ವಿವರಗಳಿಗೆ (https://kppp.karnataka.gov.in) ವೆಬ್‌ಸೈಟ್ ನೋಡುವುದು.: [482, 1069, 722, 1101]
- table-cell: 495 - 520: [80, 1245, 127, 1256]
- tender-body: ಕರ್ನಾಟಕ ಸಾರ್ವಜನಿಕ ಸಂಗ್ರಹಣೆಗಳಲ್ಲಿ ಪಾರದರ್ಶಕತೆ ಕಾಯ್ದೆ 1999 ಹಾಗೂ ನಿಯಮಗಳು 2000 ರನ್ವಯ ಕಾರ್ಯನಿರ್ವಾಹಕ ಅಭಿಯಂತರರು, ಪಂಚಾಯತ್ ರಾಜ್ ಇಂಜಿನಿಯರಿಂಗ್ ವಿಭಾಗ, ಕಾರವಾರ ಇವರು ಅರ್ಹ ಗುತ್ತಿಗೆದಾರರಿಂದ Standard Tender Document ನಮೂನೆಯಲ್ಲಿ ಇ-ಪ್ರೊಕ್ಯೂರ್‌ಮೆಂಟ್ ಮೂಲಕ ಟೆಂಡರ್‌ಗಳನ್ನು ಆಹ್ವಾನಿಸಿದೆ. ಹೆಚ್ಚಿನ ವಿವರಗಳಿಗೆ https://kppp.karnataka.gov.in ನಲ್ಲಿ ಪ್ರಕಟಿಸಲಾಗಿದೆ.: [256, 145, 472, 185]
- debtors-list: 1) Smt. Kamala, D/o. Pamming Hengsu, (Since Deceased) 2) Smt. Sanjeevi, D/o. Smt. Kamala (Since Deceased) 2) (a) Sri. Vinodhar Poojary, age 80 years, S/o. Late Sanjeevi 2) (b) Smt. Mallika, age 55 years, D/o. Late Sanjeevi 2) (c) Smt. Chethana, age 51 years, D/o. Late Sanjeevi 2) (d) Sri. Akshay, age 49 years, S/o. Late Sanjeevi J.D.R.1 to 2(d) All are residing at Megina Bettu Mane, Moodukonaje Village, Moodbidri Taluk. 3) Smt. Jayanthi, age 65 years, D/o. Smt. Kamala 4) Sri. S. Gopinath, age 63 years, S/o. Smt. Kamala 5) Smt. Ramani, age 61 years, D/o. Smt. Kamala 6) Smt. Malathi, age 59 years, D/o. Smt. Kamala 7) Sri. Nagesh, S/o. Smt. Kamala (Since Deceased) 7(a) Smt. Girija, age 53 years, W/o. Late Nagesh 7(b) Kum. Deepika, age 20 years, D/o. Late Nagesh J.D.R3 and 5 to 7(b) All are residing at Mittha Bottu House, Padukonaje Village, Moodbidri Taluk. J.D.R4 is residing Near Sri Rama Rice Mill Shrithady Post and Village, Moodbidri Taluk, D.K. District 8) Sri. Anil, age 54 years, S/o. Pushpalatha 9) Sri. Suresh, age 53 years, S/o. Pushpalatha 10) Smt. Savitha, age 47 years, D/o. Pushpalatha, 11) Smt. Vanaja, age 63 years, W/o. Late Sampeera, 12) Smt. Deepa, age 37 years, D/o. Late Sanjeeva, J.D.R. 8 to J.D.R.12 all are residing at Mittha Bottu House, Padukonaje, Moodbidri Taluk, D.K. District.: [30, 212, 132, 510]
- table-cell: ಉಳ್ಳಿ ಗಡ್ಡೆ: [30, 1277, 80, 1288]
- tender-details: ಕಾಮಗಾರಿಯ ಹೆಸರು: RDPR/2025-26/RD/WORK_INDENT196610/Call-2, ಅಂದಾಜು ಮೊತ್ತ ರೂ. 14.50 ಲಕ್ಷ, ಇಎಂಡಿ ರೂ. 36250.00, ಟೆಂಡರ್ ಸಲ್ಲಿಸಲು ಕೊನೆಯ ದಿನಾಂಕ: 13.11.2025 ರ ಸಂಜೆ 4.00 ಗಂಟೆ, ತಾಂತ್ರಿಕ ಬಿಡ್ ತೆರೆಯುವ ದಿನಾಂಕ: 14.11.2025 ರ 10.30 ಗಂಟೆ.: [256, 187, 472, 219]
- table-cell: 180 - 185: [80, 1342, 127, 1353]
- office-subtitle: ಪೌರಾಡಳಿತ ನಿರ್ದೇಶನಾಲಯ: [577, 119, 661, 130]
- office-ref: ಸಂಖ್ಯೆ: ಅ.ಪ್ರ.ಅ(ವಿ)/ಉವ್ಯಾ-2/ಜೆಸ್ಕಾಂ/ಸಂಗ್ರಹಣೆ-3/2025-26/ಕ-3214/57294-99: [138, 1202, 319, 1209]
- dept-title: ಲೋಕೋಪಯೋಗಿ ಇಲಾಖೆ: [347, 848, 409, 857]
- prize-label: 4th Prize Rs.5,000/-: [732, 864, 795, 874]
- table-row: [483, 217, 722, 236]
- tender-portal: (ONLY THROUGH "KPP-Procurement" SYSTEM): [482, 557, 722, 569]
- prize-label: 6th Prize Rs.1,000/-: [732, 915, 795, 925]
- office-address: ಶ್ರೀ ರಾಮಾಯಣ ಬಿಳಿ ಕಟ್ಟಡ, ಶ್ರೀರಾಮಪ್ಪ ರವರ ಬಿಲ್ಡಿಂಗ್, ವಿಜಯಪುರ ರಸ್ತೆ, ಶಿಡ್ಲಘಟ್ಟ ಟೌನ್, ಶಿಡ್ಲಘಟ್ಟ ತಾಲ್ಲೂಕು, ಚಿಕ್ಕಬಳ್ಳಾಪುರ ಜಿಲ್ಲೆ - 562105: [265, 446, 463, 461]
- table-row: [30, 1423, 127, 1432]
- table-cell: ಕಾಳುಮೆಣಸು: [30, 1320, 80, 1331]
- between-label: BETWEEN: [30, 145, 63, 153]
- col-amount: ಅಂದಾಜು ಮೊತ್ತ (ರೂ.ಲಕ್ಷಗಳಲ್ಲಿ): [183, 975, 243, 994]
- office-address: ನಂ.1 ಕಟ್ಟಡಗಳ ವಿಭಾಗ, ಕೆ.ಆರ್.ಸರ್ಕಲ್, ಬೆಂಗಳೂರು.: [309, 860, 419, 867]
- table-cell: 504000.00: [833, 225, 875, 236]
- lottery-title: ಕೇರಳ ರಾಜ್ಯ ಲಾಟರಿ ಫಲಿತಾಂಶ ವಿವರ ಪ್ರಕಟ: [732, 734, 860, 744]
- office-address-1: ಕಾರ್ಯಪಾಲಕ ಇಂಜಿನಿಯರವರ ಕಚೇರಿ, ಕಾನೀನಿನಿ,: [533, 952, 671, 962]
- masthead: [0, 0, 945, 93]
- govt-emblem-icon: [256, 422, 280, 446]
- third-prize-label: 3rd Prize Rs.5,00,000/- [5 Lakhs]: [732, 832, 845, 842]
- govt-head: ಕರ್ನಾಟಕ ಸರ್ಕಾರ: [601, 100, 637, 108]
- second-prize-label: 2nd Prize Rs. 30,00,000/- [30 Lakhs]: [732, 813, 856, 823]
- table-cell: 4: [483, 273, 500, 292]
- table-cell: 110.00: [87, 1413, 126, 1424]
- tender-contact: ಹೆಚ್ಚಿನ ಮಾಹಿತಿಗಾಗಿ ದೂರವಾಣಿ ಸಂಖ್ಯೆ: 9448359002, ಅಥವಾ ಜಾಲತಾಣ www.kppp.karnataka.gov.in ಮತ್ತು ಸಹಾಯವಾಣಿ +91-8046010000/8068948777 ಸಂಪರ್ಕಿಸುವುದು.: [138, 1257, 472, 1274]
- municipal-admin-tender: [478, 96, 726, 492]
- knnl-hirehalla-tender: [478, 496, 726, 914]
- table-cell: DMA/2025-26/RD/WORK_INDENT51003 ವಿಜಯಪುರ ಮಹಾನಗರ ಪಾಲಿಕೆ: [500, 273, 672, 292]
- table-row: 1 ಶ್ರೀ ದೇವಳದ ಒಳಾಂಗಣ, ಹೊರಾಂಗಣ, ಭೋಜನ ಶಾಲೆ ಹಾಗೂ ಇತರ ಕಟ್ಟಡಗಳ ವಿದ್ಯುತ್ ದೀಪಗಳ ನಿರ್ವಹಣೆ 10,000.00: [31, 993, 244, 1012]
- edition-city: ಮಂಗಳೂರು: [869, 74, 905, 84]
- table-cell: DMA/2025-26/RD/WORK_INDENT50997 ವಿಜಯಪುರ ಮಹಾನಗರ ಪಾಲಿಕೆ: [500, 329, 672, 348]
- section-title: ಜಾಹೀರಾತು: [430, 44, 527, 74]
- tender-body: ಮಾನ್ಯ ವ್ಯವಸ್ಥಾಪಕ ನಿರ್ದೇಶಕರು, ಕರ್ನಾಟಕ ನೀರಾವರಿ ನಿಗಮ ನಿಯಮಿತ ಇವರ ಪರವಾಗಿ ಅರ್ಹ ಕರ್ನಾಟಕ ರಾಜ್ಯ ಲೋಕೋಪಯೋಗಿ ಇಲಾಖೆ / ಕೇಂದ್ರ ಲೋಕೋಪಯೋಗಿ ಇಲಾಖೆ ಹಾಗೂ PWD Class-I/CPWD Class-I & Above registration ಹೊಂದಿರುವ ಗುತ್ತಿಗೆದಾರರಿಂದ ಕೆ.ಪಿ.ಪಿ ಪೋರ್ಟಲ್ ಮೂಲಕ ಟೆಂಡರ್‌ಗಳನ್ನು ಆಹ್ವಾನಿಸಲಾಗಿದೆ.: [732, 414, 914, 454]
- tender-body: ಗು.ವಿ.ಸ.ಕಂ.ನಿ ಜೆಸ್ಕಾಂ ವ್ಯಾಪ್ತಿಯಲ್ಲಿ ಸಿಂಗಲ್ ಫೇಸ್ ಸ್ಟ್ಯಾಟಿಕ್ ಎನರ್ಜಿ ಮೀಟರ್‌ಗಳನ್ನು ಸರಬರಾಜು ಮಾಡುವ ಬಗ್ಗೆ ಟೆಂಡರ್ ಆಹ್ವಾನಿಸಲಾಗಿದೆ. ಅಂದಾಜು ಮೊತ್ತ: 97.72 ಲಕ್ಷಗಳು. ಟೆಂಡರ್ ಪ್ರಕಟಿಸಿದ ದಿನಾಂಕ: 07-11-2025, ಟೆಂಡರ್ ಸಲ್ಲಿಸಲು ಕೊನೆಯ ದಿನಾಂಕ: 24-11-2025 ಸಂಜೆ 04.00 ಗಂಟೆ.: [138, 1240, 472, 1257]
- table-cell: 5: [483, 292, 500, 311]
- table-row: [30, 1256, 127, 1267]
- office-date: ದಿನಾಂಕ: 05-11-2025: [418, 1209, 472, 1217]
- table-cell: 6: [483, 310, 500, 329]
- office-ref: ಅಲ್ಪಾವಧಿ ಇ ಟೆಂಡರ್ ಪ್ರಕಟಣೆ ಸಂಖ್ಯೆ: 949/2025-26 ದಿನಾಂಕ: 03.11.2025: [482, 571, 722, 579]
- table-cell: 12000.00: [876, 247, 914, 258]
- gescom-logo-icon: [138, 1172, 168, 1202]
- table-cell: DMA/2025-26/SE5512/CALL-2 ಶಿರಸಿ ನಗರಸಭೆ ವ್ಯಾಪ್ತಿಯಲ್ಲಿ ರಸ್ತೆ ಕಾಮಗಾರಿ: [500, 217, 672, 236]
- dip-ref: ವಾ.ಸಂ.ಇ/ಹಾಸನ/728/ಜಾಹೀರಾತು/2025-26: [482, 1108, 582, 1116]
- office-ref: ಸಂಖ್ಯೆ: UCMC/EST/CR-195/2025-26 ದಿನಾಂಕ:04.11.2025: [732, 133, 914, 141]
- prize-label: 9th Prize Rs.100/-: [732, 1131, 789, 1141]
- temple-tender-table: [30, 974, 244, 1034]
- table-cell: 12000.00: [876, 214, 914, 225]
- notice-title: COURT NOTICE TO THE JUDGMENT DEBTORS NO.1 TO 12:: [32, 190, 130, 213]
- dip-ref: DIPR/CP/3618/Dma/2025-26: [482, 364, 567, 372]
- table-row: [483, 292, 722, 311]
- table-cell: DMA/2025-26/SE6404: [753, 214, 833, 225]
- table-cell: 295 - 315: [80, 1299, 127, 1310]
- pepper-rate: ಕಾಳುಮೆಣಸು 310 - 650: [45, 1363, 111, 1372]
- lottery-intro: ತಿರುವನಂತಪುರಂ: ಕೇರಳ ರಾಜ್ಯ ಲಾಟರಿ ಇಲಾಖೆಯ ಧನಲಕ್ಷ್ಮೀ (ಡಿಎಲ್-25) ಲಾಟರಿಯ ಫಲಿತಾಂಶ ಬುಧವಾರ ಪ್ರಕಟವಾಗಿದ್ದು, ಮೊದಲ ಬಹುಮಾನ ವಿಜೇತ ಸಂಖ್ಯೆ ಇಂತಿದೆ.: [732, 743, 914, 760]
- knnl-gudavi-tender: [728, 358, 918, 726]
- office-address: ಕಾರ್ಯನಿರ್ವಾಹಕ ಅಭಿಯಂತರರ ಕಛೇರಿ, ವರದಾ ಯೋಜನೆ ವಿಭಾಗ, ಹಿರೇಹಳ್ಳ, ರಾಣೆಬೆನ್ನೂರು: [512, 530, 692, 537]
- rates-title: ಪುತ್ತೂರು ಮಾರುಕಟ್ಟೆ ಧಾರಣೆ: [29, 1185, 127, 1197]
- moodbidri-court-notice: [26, 96, 136, 918]
- table-cell: 164.50: [87, 1402, 126, 1413]
